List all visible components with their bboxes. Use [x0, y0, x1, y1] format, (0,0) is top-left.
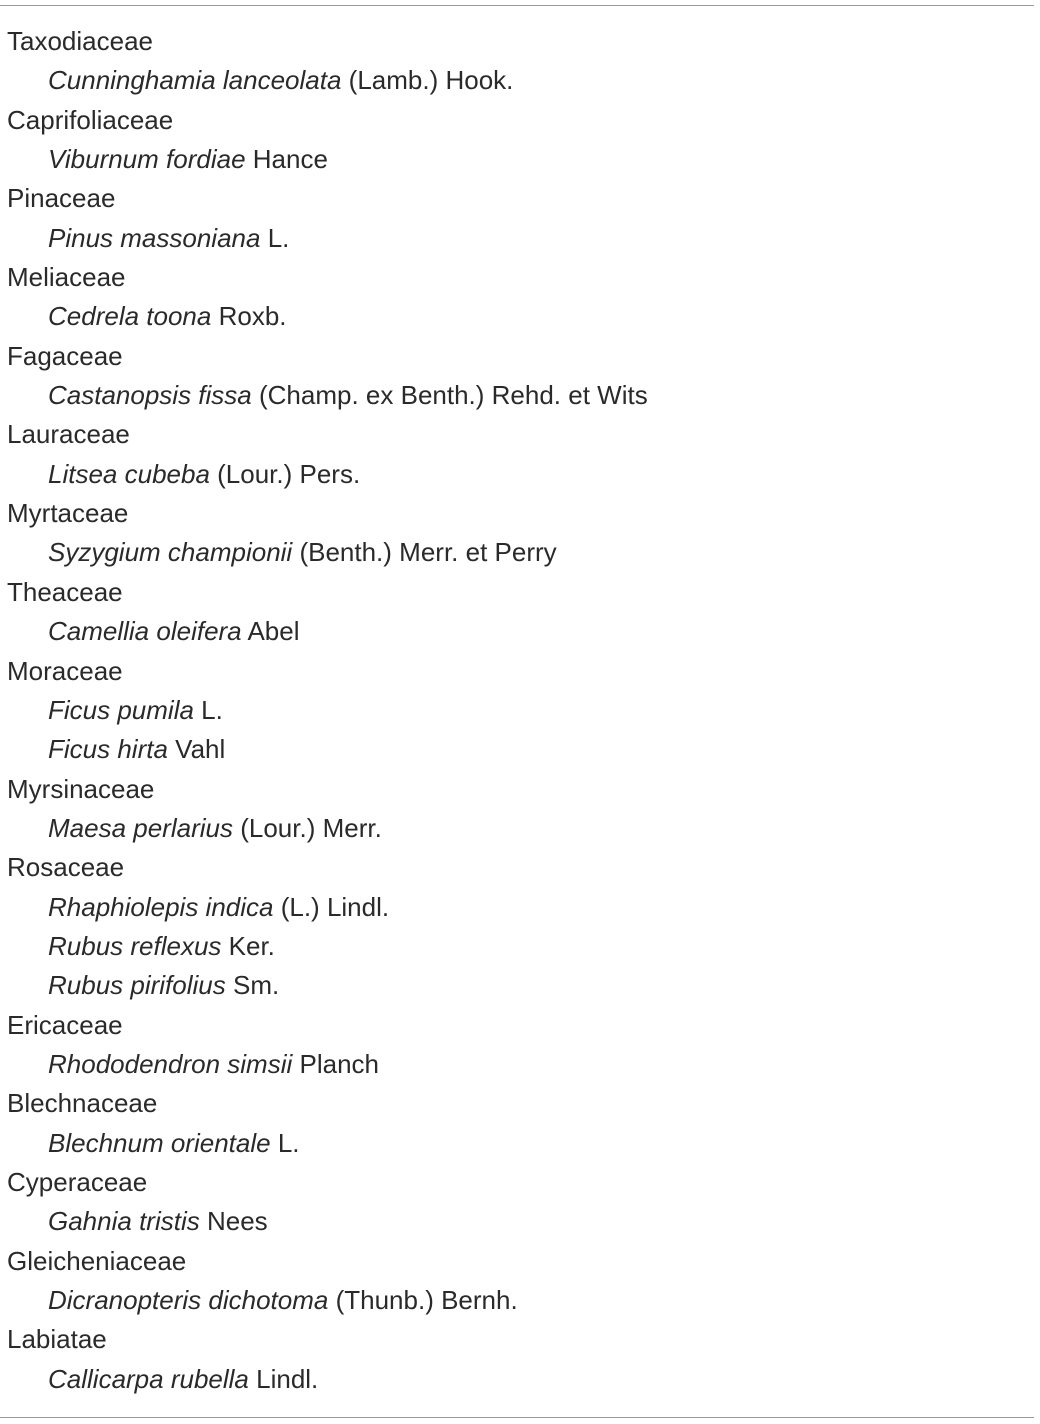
species-authority: L. — [277, 1127, 300, 1158]
species-row — [0, 1124, 1034, 1163]
species-name: Cunninghamia lanceolata — [48, 65, 342, 96]
family-name: Caprifoliaceae — [7, 104, 174, 135]
species-name: Castanopsis fissa — [48, 380, 252, 411]
species-name: Ficus pumila — [48, 694, 194, 725]
species-name: Rubus reflexus — [48, 930, 222, 961]
species-authority: (L.) Lindl. — [280, 891, 390, 922]
species-name: Rhododendron simsii — [48, 1048, 293, 1079]
species-authority: Sm. — [232, 970, 280, 1001]
species-name: Dicranopteris dichotoma — [48, 1285, 329, 1315]
species-row — [0, 219, 1034, 258]
species-name: Rhaphiolepis indica — [48, 891, 274, 922]
species-name: Litsea cubeba — [48, 458, 210, 489]
species-authority: (Champ. ex Benth.) Rehd. et Wits — [259, 380, 648, 411]
family-name: Theaceae — [7, 576, 123, 607]
species-name: Cedrela toona — [48, 301, 212, 332]
species-row — [0, 966, 1034, 1005]
species-row — [0, 1281, 1034, 1320]
species-row — [0, 927, 1034, 966]
species-row — [0, 376, 1034, 415]
species-authority: Ker. — [228, 930, 275, 961]
species-authority: Abel — [247, 616, 300, 647]
family-name: Blechnaceae — [7, 1088, 158, 1119]
species-row — [0, 809, 1034, 848]
species-row — [0, 297, 1034, 336]
species-name: Ficus hirta — [48, 734, 168, 765]
family-name: Labiatae — [7, 1324, 107, 1355]
species-authority: (Lour.) Pers. — [217, 458, 361, 489]
species-row — [0, 533, 1034, 572]
species-authority: (Lour.) Merr. — [240, 812, 382, 843]
family-name: Lauraceae — [7, 419, 130, 450]
species-authority: L. — [267, 222, 290, 253]
family-name: Moraceae — [7, 655, 123, 686]
family-name: Taxodiaceae — [7, 26, 153, 56]
species-name: Callicarpa rubella — [48, 1363, 249, 1394]
species-name: Camellia oleifera — [48, 616, 242, 647]
species-row — [0, 140, 1034, 179]
species-row — [0, 1202, 1034, 1241]
species-authority: L. — [201, 694, 223, 725]
species-row — [0, 612, 1034, 651]
species-row — [0, 1045, 1034, 1084]
species-authority: Lindl. — [256, 1363, 319, 1394]
species-name: Viburnum fordiae — [48, 144, 246, 175]
species-name: Syzygium championii — [48, 537, 293, 568]
family-name: Cyperaceae — [7, 1166, 148, 1197]
family-name: Pinaceae — [7, 183, 116, 214]
species-name: Pinus massoniana — [48, 222, 261, 253]
species-authority: Vahl — [175, 734, 226, 765]
family-name: Myrtaceae — [7, 498, 129, 529]
family-name: Ericaceae — [7, 1009, 123, 1040]
species-authority: Hance — [252, 144, 328, 175]
species-table — [0, 22, 1034, 1399]
family-name: Gleicheniaceae — [7, 1245, 187, 1276]
family-name: Myrsinaceae — [7, 773, 155, 804]
species-row — [0, 61, 1034, 100]
species-name: Maesa perlarius — [48, 812, 233, 843]
top-rule — [0, 5, 1034, 6]
family-name: Fagaceae — [7, 340, 123, 371]
species-row — [0, 455, 1034, 494]
species-name: Rubus pirifolius — [48, 970, 226, 1001]
species-row — [0, 1360, 1034, 1399]
species-authority: Nees — [206, 1206, 268, 1237]
species-name: Blechnum orientale — [48, 1127, 271, 1158]
species-authority: (Lamb.) Hook. — [348, 65, 514, 96]
species-authority: (Thunb.) Bernh. — [335, 1285, 518, 1315]
species-row — [0, 888, 1034, 927]
species-name: Gahnia tristis — [48, 1206, 200, 1237]
family-name: Meliaceae — [7, 262, 126, 293]
bottom-rule — [0, 1417, 1034, 1418]
species-authority: Planch — [299, 1048, 379, 1079]
species-row — [0, 691, 1034, 730]
species-authority: Roxb. — [218, 301, 287, 332]
family-name: Rosaceae — [7, 852, 125, 883]
species-row — [0, 730, 1034, 769]
species-authority: (Benth.) Merr. et Perry — [299, 537, 557, 568]
